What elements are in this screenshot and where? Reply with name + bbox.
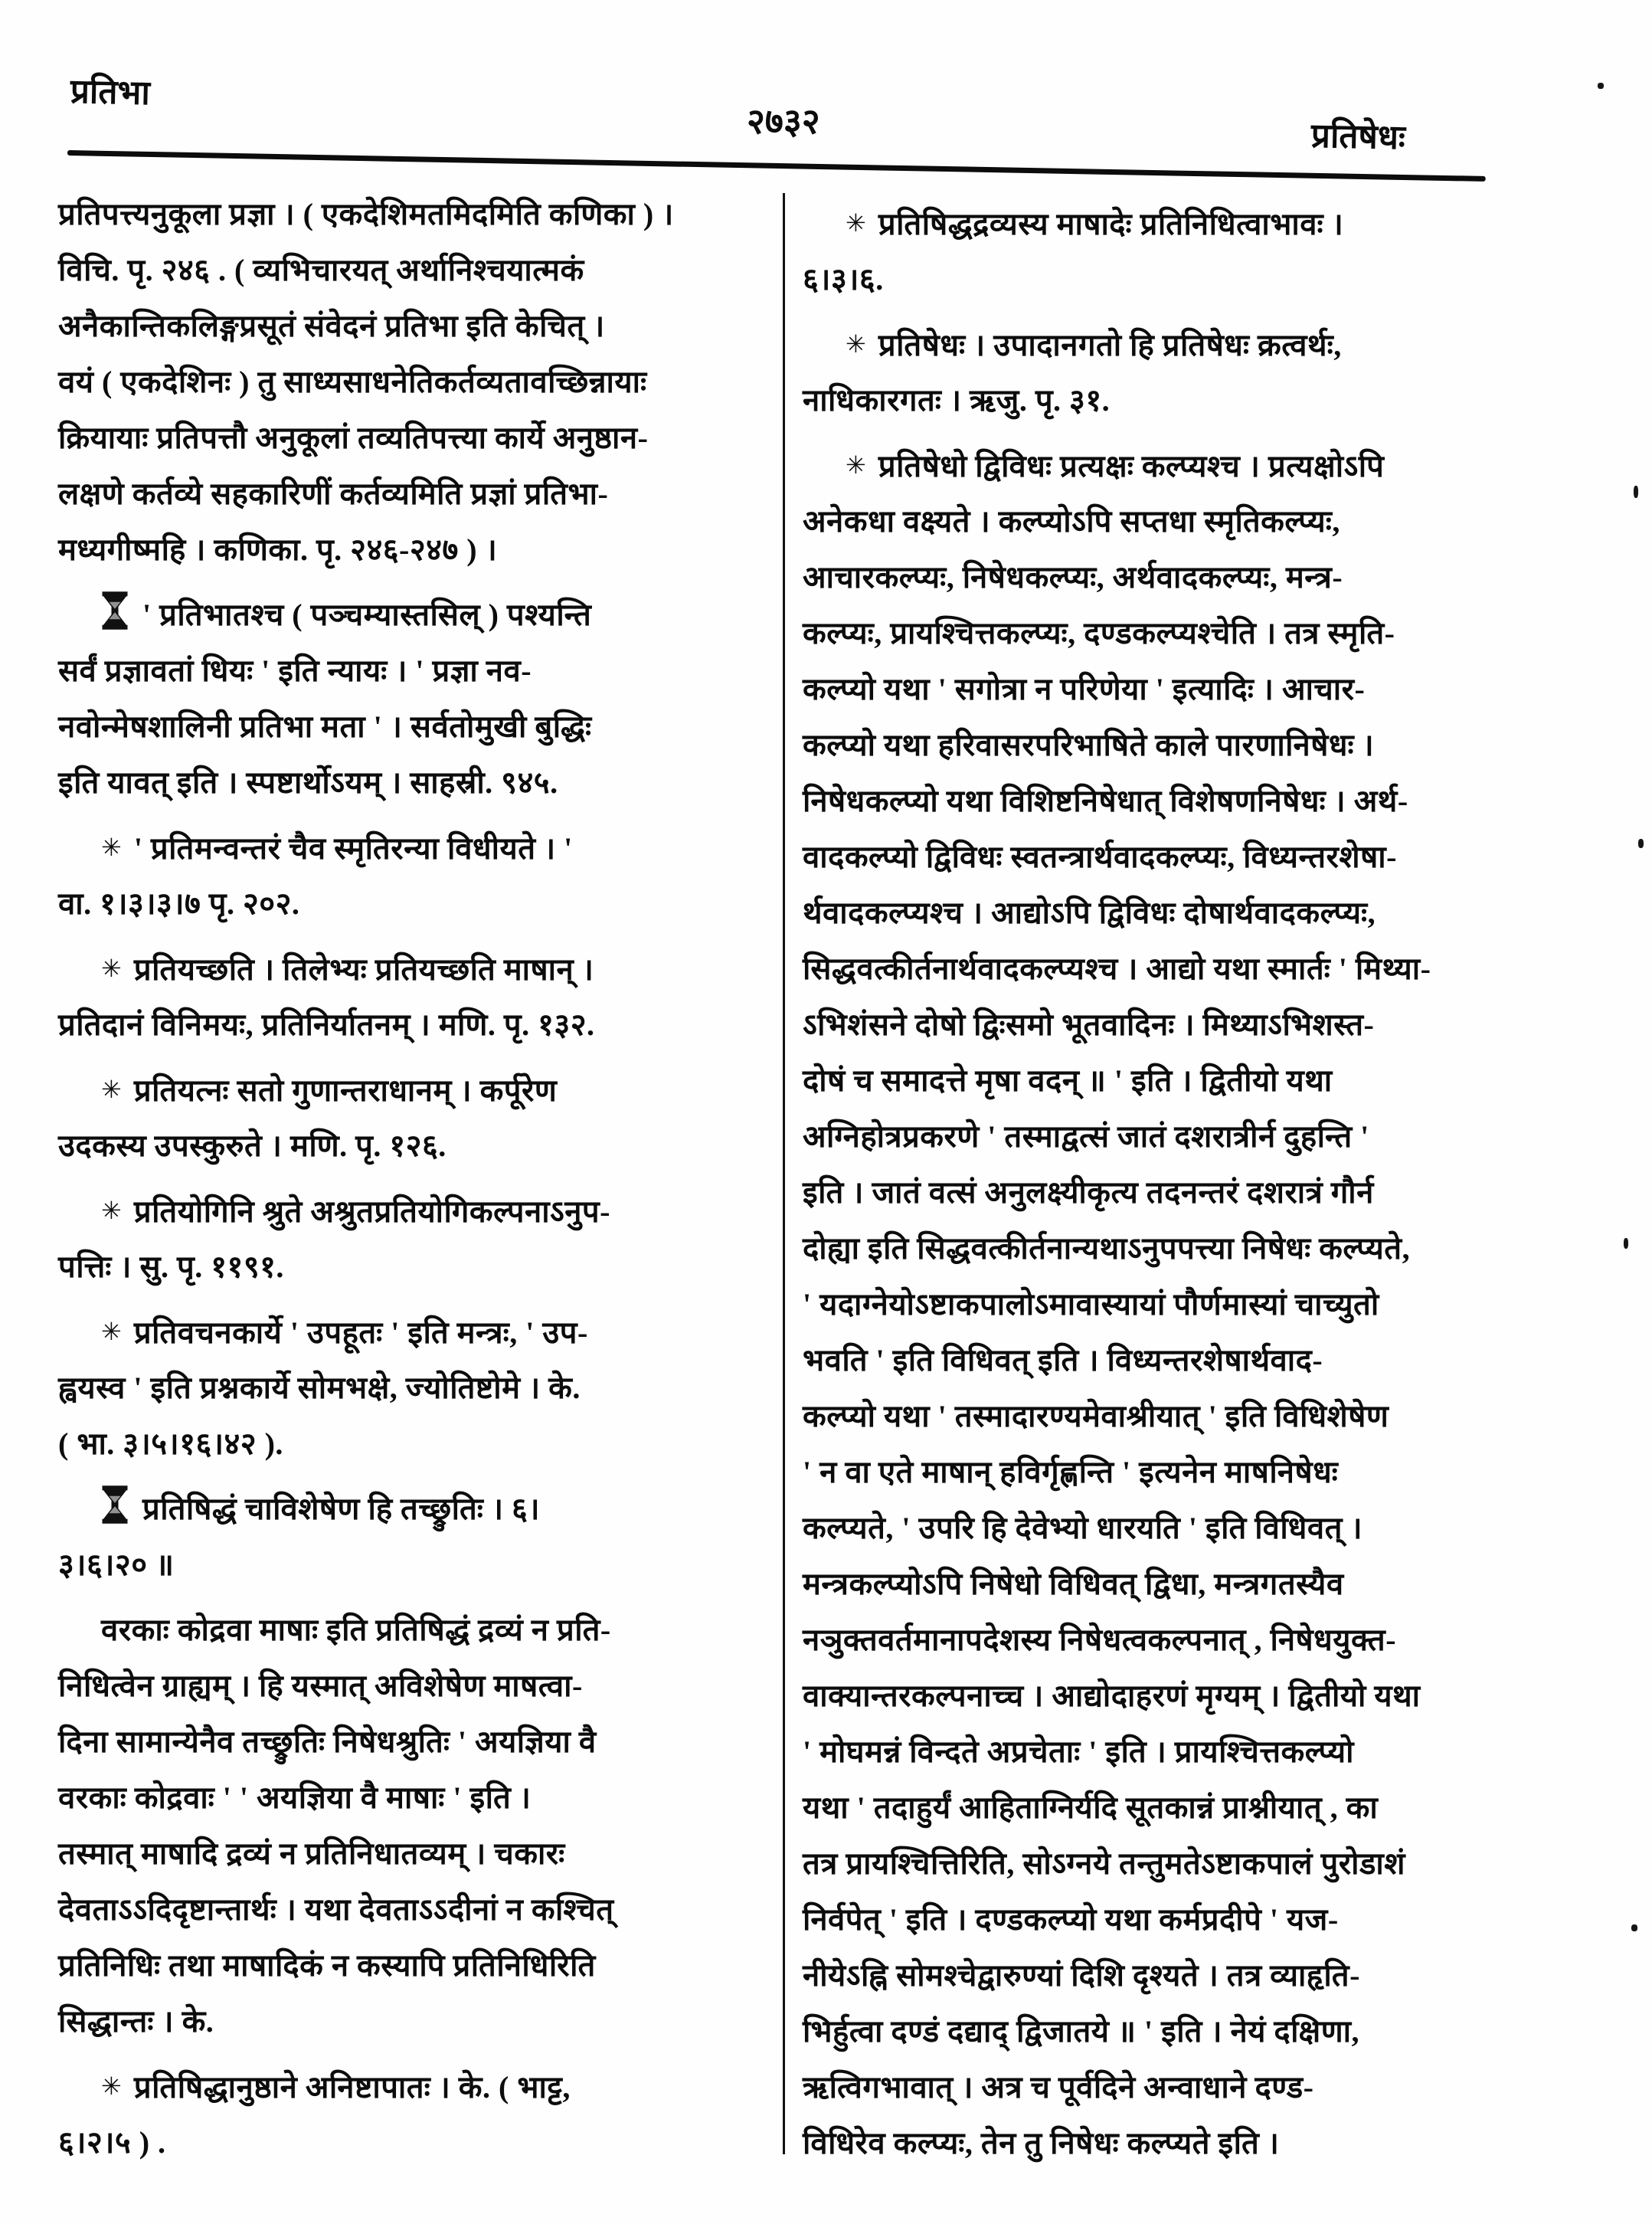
text-line: [803, 1724, 1557, 1780]
line-text: मन्त्रकल्प्योऽपि निषेधो विधिवत् द्विधा, मन्त्रगतस्यैव: [803, 1567, 1344, 1601]
line-text: निधित्वेन ग्राह्यम् । हि यस्मात् अविशेषेण माषत्वा-: [58, 1669, 583, 1703]
text-line: [803, 1612, 1557, 1668]
text-line: [58, 1937, 782, 1993]
line-text: वादकल्प्यो द्विविधः स्वतन्त्रार्थवादकल्प्यः, विध्यन्तरशेषा-: [803, 840, 1397, 874]
line-text: प्रतिषेधो द्विविधः प्रत्यक्षः कल्प्यश्च । प्रत्यक्षोऽपि: [878, 449, 1385, 483]
text-line: [803, 195, 1557, 251]
line-text: ' प्रतिमन्वन्तरं चैव स्मृतिरन्या विधीयते । ': [133, 831, 573, 866]
scan-speck: [1638, 839, 1644, 848]
line-text: आचारकल्प्यः, निषेधकल्प्यः, अर्थवादकल्प्यः, मन्त्र-: [803, 560, 1343, 594]
line-text: नाधिकारगतः । ऋजु. पृ. ३१.: [803, 383, 1111, 418]
text-line: [803, 1388, 1557, 1444]
line-text: प्रतियत्नः सतो गुणान्तराधानम् । कर्पूरेण: [133, 1073, 558, 1108]
text-line: [803, 549, 1557, 605]
right-column: [803, 195, 1557, 2171]
line-text: यथा ' तदाहुर्यं आहिताग्निर्यदि सूतकान्नं प्राश्नीयात् , का: [803, 1790, 1379, 1825]
line-text: निर्वपेत् ' इति । दण्डकल्प्यो यथा कर्मप्रदीपे ' यज-: [803, 1902, 1339, 1937]
text-line: [58, 587, 782, 643]
line-text: अग्निहोत्रप्रकरणे ' तस्माद्वत्सं जातं दशरात्रीर्न दुहन्ति ': [803, 1119, 1369, 1154]
text-line: [58, 1481, 782, 1537]
text-line: [58, 1304, 782, 1360]
text-line: [803, 885, 1557, 941]
line-text: प्रतियच्छति । तिलेभ्यः प्रतियच्छति माषान् ।: [133, 952, 594, 987]
page-number: २७३२: [747, 102, 820, 141]
line-text: प्रतिषिद्धं चाविशेषेण हि तच्छ्रुतिः । ६।: [142, 1492, 540, 1526]
line-text: तत्र प्रायश्चित्तिरिति, सोऽग्नये तन्तुमतेऽष्टाकपालं पुरोडाशं: [803, 1846, 1405, 1881]
line-text: दोषं च समादत्ते मृषा वदन् ॥ ' इति । द्वितीयो यथा: [803, 1063, 1333, 1098]
line-text: अनेकधा वक्ष्यते । कल्प्योऽपि सप्तधा स्मृतिकल्प्यः,: [803, 504, 1340, 539]
text-line: [803, 605, 1557, 661]
asterisk-marker: ✳: [846, 329, 866, 359]
line-text: अनैकान्तिकलिङ्गप्रसूतं संवेदनं प्रतिभा इति केचित् ।: [58, 309, 605, 343]
line-text: ६।२।५ ) .: [58, 2125, 166, 2160]
text-line: [58, 755, 782, 811]
line-text: प्रतिषेधः । उपादानगतो हि प्रतिषेधः क्रत्वर्थः,: [878, 328, 1342, 362]
left-column: [58, 186, 782, 2170]
text-line: [803, 941, 1557, 997]
text-line: [803, 1444, 1557, 1500]
header-catchword-left: प्रतिभा: [70, 72, 151, 113]
text-line: [803, 2059, 1557, 2115]
text-line: [58, 1993, 782, 2049]
asterisk-marker: ✳: [101, 954, 122, 983]
line-text: ' यदाग्नेयोऽष्टाकपालोऽमावास्यायां पौर्णमास्यां चाच्युतो: [803, 1287, 1379, 1322]
text-line: [803, 773, 1557, 829]
text-line: [803, 437, 1557, 493]
text-line: [803, 1668, 1557, 1724]
text-line: [58, 1118, 782, 1174]
line-text: विचि. पृ. २४६ . ( व्यभिचारयत् अर्थानिश्चयात्मकं: [58, 253, 584, 287]
line-text: भवति ' इति विधिवत् इति । विध्यन्तरशेषार्थवाद-: [803, 1343, 1323, 1377]
text-line: [803, 661, 1557, 717]
text-line: [58, 997, 782, 1053]
text-line: [58, 410, 782, 466]
line-text: पत्तिः । सु. पृ. ११९१.: [58, 1250, 284, 1284]
hourglass-seal-icon: [101, 1485, 129, 1524]
text-line: [58, 1770, 782, 1826]
text-line: [803, 2115, 1557, 2171]
line-text: दोह्या इति सिद्धवत्कीर्तनान्यथाऽनुपपत्त्या निषेधः कल्प्यते,: [803, 1231, 1411, 1266]
text-line: [58, 699, 782, 755]
line-text: सिद्धान्तः । के.: [58, 2004, 214, 2039]
line-text: सर्वं प्रज्ञावतां धियः ' इति न्यायः । ' प्रज्ञा नव-: [58, 653, 532, 688]
text-line: [803, 1500, 1557, 1556]
line-text: मध्यगीष्महि । कणिका. पृ. २४६-२४७ ) ।: [58, 532, 498, 567]
scan-speck: [1598, 83, 1604, 89]
text-line: [58, 1183, 782, 1239]
text-line: [58, 242, 782, 298]
text-line: [803, 1332, 1557, 1388]
line-text: इति यावत् इति । स्पष्टार्थोऽयम् । साहस्री. ९४५.: [58, 765, 558, 800]
line-text: ६।३।६.: [803, 262, 884, 296]
text-line: [803, 2003, 1557, 2059]
line-text: प्रतिनिधिः तथा माषादिकं न कस्यापि प्रतिनिधिरिति: [58, 1948, 596, 1983]
text-line: [58, 1537, 782, 1593]
text-line: [803, 997, 1557, 1053]
text-line: [58, 2114, 782, 2170]
line-text: ' मोघमन्नं विन्दते अप्रचेताः ' इति । प्रायश्चित्तकल्प्यो: [803, 1734, 1354, 1769]
text-line: [803, 251, 1557, 307]
text-line: [803, 1780, 1557, 1836]
line-text: क्रियायाः प्रतिपत्तौ अनुकूलां तव्यतिपत्त्या कार्ये अनुष्ठान-: [58, 421, 649, 455]
text-line: [803, 1276, 1557, 1332]
header-catchword-right: प्रतिषेधः: [1310, 116, 1406, 157]
line-text: कल्प्यो यथा ' तस्मादारण्यमेवाश्रीयात् ' इति विधिशेषेण: [803, 1399, 1389, 1433]
text-line: [803, 1836, 1557, 1892]
line-text: देवताऽऽदिदृष्टान्तार्थः । यथा देवताऽऽदीनां न कश्चित्: [58, 1892, 614, 1927]
line-text: वरकाः कोद्रवाः ' ' अयज्ञिया वै माषाः ' इति ।: [58, 1780, 532, 1815]
text-line: [58, 1882, 782, 1937]
asterisk-marker: ✳: [101, 1317, 122, 1346]
text-line: [58, 522, 782, 578]
line-text: प्रतिषिद्धानुष्ठाने अनिष्टापातः । के. ( भाट्ट,: [133, 2070, 571, 2104]
text-line: [58, 876, 782, 932]
line-text: वरकाः कोद्रवा माषाः इति प्रतिषिद्धं द्रव्यं न प्रति-: [101, 1613, 611, 1647]
text-line: [803, 1947, 1557, 2003]
text-line: [803, 316, 1557, 372]
line-text: नवोन्मेषशालिनी प्रतिभा मता ' । सर्वतोमुखी बुद्धिः: [58, 709, 592, 744]
text-line: [58, 354, 782, 410]
line-text: ह्वयस्व ' इति प्रश्नकार्ये सोमभक्षे, ज्योतिष्टोमे । के.: [58, 1371, 581, 1405]
line-text: उदकस्य उपस्कुरुते । मणि. पृ. १२६.: [58, 1128, 447, 1163]
text-line: [58, 298, 782, 354]
text-line: [58, 186, 782, 242]
text-line: [803, 493, 1557, 549]
text-line: [58, 1658, 782, 1714]
line-text: कल्प्यो यथा हरिवासरपरिभाषिते काले पारणानिषेधः ।: [803, 728, 1375, 762]
text-line: [58, 1360, 782, 1416]
text-line: [803, 829, 1557, 885]
asterisk-marker: ✳: [101, 833, 122, 862]
line-text: वाक्यान्तरकल्पनाच्च । आद्योदाहरणं मृग्यम् । द्वितीयो यथा: [803, 1679, 1421, 1713]
line-text: ऋत्विगभावात् । अत्र च पूर्वदिने अन्वाधाने दण्ड-: [803, 2070, 1314, 2104]
text-line: [803, 1164, 1557, 1220]
line-text: लक्षणे कर्तव्ये सहकारिणीं कर्तव्यमिति प्रज्ञां प्रतिभा-: [58, 477, 609, 511]
text-line: [58, 941, 782, 997]
text-line: [58, 1714, 782, 1770]
text-line: [58, 820, 782, 876]
line-text: प्रतिषिद्धद्रव्यस्य माषादेः प्रतिनिधित्वाभावः ।: [878, 207, 1344, 241]
text-line: [58, 643, 782, 699]
line-text: तस्मात् माषादि द्रव्यं न प्रतिनिधातव्यम् । चकारः: [58, 1836, 565, 1871]
line-text: सिद्धवत्कीर्तनार्थवादकल्प्यश्च । आद्यो यथा स्मार्तः ' मिथ्या-: [803, 952, 1431, 986]
line-text: कल्प्यते, ' उपरि हि देवेभ्यो धारयति ' इति विधिवत् ।: [803, 1511, 1363, 1545]
line-text: निषेधकल्प्यो यथा विशिष्टनिषेधात् विशेषणनिषेधः । अर्थ-: [803, 784, 1408, 818]
asterisk-marker: ✳: [101, 1196, 122, 1225]
header-rule: [67, 150, 1486, 182]
line-text: वयं ( एकदेशिनः ) तु साध्यसाधनेतिकर्तव्यतावच्छिन्नायाः: [58, 365, 647, 399]
text-line: [803, 1892, 1557, 1947]
line-text: प्रतिदानं विनिमयः, प्रतिनिर्यातनम् । मणि. पृ. १३२.: [58, 1007, 595, 1042]
line-text: भिर्हुत्वा दण्डं दद्याद् द्विजातये ॥ ' इति । नेयं दक्षिणा,: [803, 2014, 1359, 2049]
text-line: [803, 1556, 1557, 1612]
text-line: [803, 1220, 1557, 1276]
column-divider: [783, 193, 785, 2154]
line-text: प्रतियोगिनि श्रुते अश्रुतप्रतियोगिकल्पनाऽनुप-: [133, 1194, 610, 1229]
line-text: ३।६।२० ॥: [58, 1548, 175, 1582]
line-text: र्थवादकल्प्यश्च । आद्योऽपि द्विविधः दोषार्थवादकल्प्यः,: [803, 896, 1376, 930]
line-text: प्रतिपत्त्यनुकूला प्रज्ञा । ( एकदेशिमतमिदमिति कणिका ) ।: [58, 197, 674, 231]
line-text: इति । जातं वत्सं अनुलक्ष्यीकृत्य तदनन्तरं दशरात्रं गौर्न: [803, 1175, 1374, 1210]
hourglass-seal-icon: [101, 591, 129, 630]
text-line: [58, 1062, 782, 1118]
line-text: नञुक्तवर्तमानापदेशस्य निषेधत्वकल्पनात् , निषेधयुक्त-: [803, 1623, 1397, 1657]
text-line: [58, 466, 782, 522]
line-text: कल्प्यः, प्रायश्चित्तकल्प्यः, दण्डकल्प्यश्चेति । तत्र स्मृति-: [803, 616, 1395, 650]
text-line: [803, 1053, 1557, 1109]
scan-speck: [1631, 1924, 1637, 1931]
text-line: [803, 1109, 1557, 1164]
scan-speck: [1634, 486, 1638, 498]
line-text: ( भा. ३।५।१६।४२ ).: [58, 1426, 283, 1461]
asterisk-marker: ✳: [101, 1075, 122, 1104]
line-text: वा. १।३।३।७ पृ. २०२.: [58, 886, 300, 921]
asterisk-marker: ✳: [846, 450, 866, 480]
text-line: [803, 372, 1557, 428]
scan-speck: [1624, 1238, 1628, 1249]
line-text: नीयेऽह्नि सोमश्चेद्वारुण्यां दिशि दृश्यते । तत्र व्याहृति-: [803, 1958, 1360, 1993]
text-line: [58, 1826, 782, 1882]
line-text: दिना सामान्येनैव तच्छ्रुतिः निषेधश्रुतिः ' अयज्ञिया वै: [58, 1725, 597, 1759]
line-text: ऽभिशंसने दोषो द्विःसमो भूतवादिनः । मिथ्याऽभिशस्त-: [803, 1007, 1375, 1042]
line-text: प्रतिवचनकार्ये ' उपहूतः ' इति मन्त्रः, ' उप-: [133, 1315, 588, 1350]
line-text: विधिरेव कल्प्यः, तेन तु निषेधः कल्प्यते इति ।: [803, 2126, 1280, 2160]
text-line: [58, 1416, 782, 1472]
text-line: [58, 1602, 782, 1658]
text-line: [58, 1239, 782, 1295]
asterisk-marker: ✳: [846, 208, 866, 237]
text-line: [58, 2059, 782, 2114]
asterisk-marker: ✳: [101, 2072, 122, 2101]
line-text: ' प्रतिभातश्च ( पञ्चम्यास्तसिल् ) पश्यन्ति: [142, 598, 592, 632]
text-line: [803, 717, 1557, 773]
line-text: ' न वा एते माषान् हविर्गृह्णन्ति ' इत्यनेन माषनिषेधः: [803, 1455, 1339, 1489]
line-text: कल्प्यो यथा ' सगोत्रा न परिणेया ' इत्यादिः । आचार-: [803, 672, 1366, 706]
